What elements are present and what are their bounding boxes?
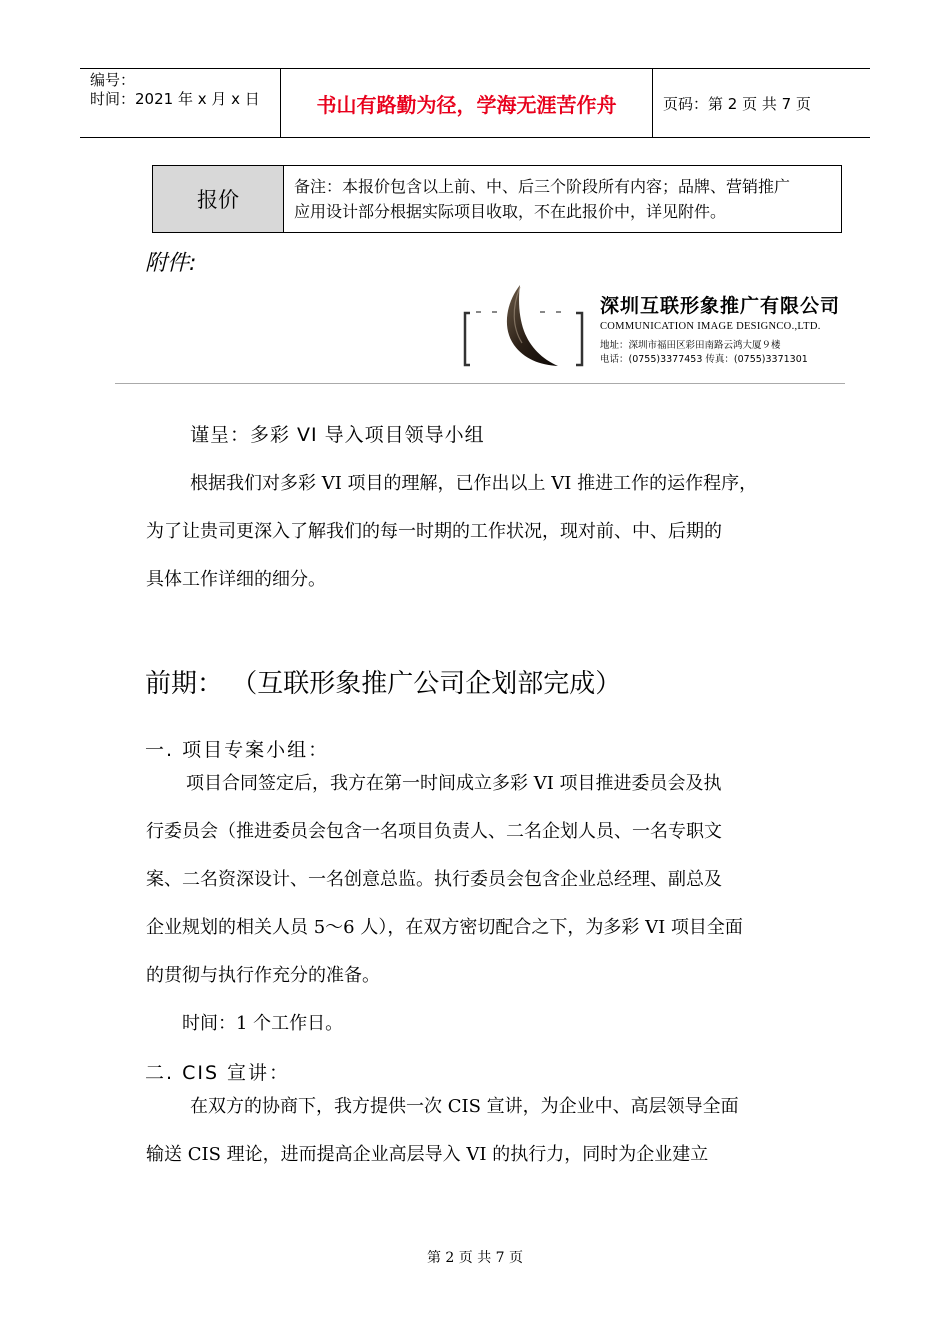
paragraph-line: 行委员会（推进委员会包含一名项目负责人、二名企划人员、一名专职文 (146, 821, 722, 842)
paragraph-line: 具体工作详细的细分。 (146, 569, 326, 590)
company-name-en: COMMUNICATION IMAGE DESIGNCO.,LTD. (600, 321, 821, 332)
header-page-number: 页码：第 2 页 共 7 页 (663, 94, 811, 113)
paragraph-line: 为了让贵司更深入了解我们的每一时期的工作状况，现对前、中、后期的 (146, 521, 722, 542)
quote-note-line: 应用设计部分根据实际项目收取，不在此报价中，详见附件。 (294, 202, 727, 221)
paragraph-line: 输送 CIS 理论，进而提高企业高层导入 VI 的执行力，同时为企业建立 (146, 1144, 709, 1165)
section-title: 一. 项目专案小组： (145, 739, 330, 761)
section-body (146, 1083, 836, 1179)
company-phone: 电话：(0755)3377453 传真：(0755)3371301 (600, 354, 808, 365)
document-number: 编号： (90, 71, 136, 89)
salutation: 谨呈：多彩 VI 导入项目领导小组 (190, 424, 485, 446)
company-logo-icon (462, 283, 592, 368)
company-name-cn: 深圳互联形象推广有限公司 (600, 295, 841, 317)
quote-table (152, 165, 842, 233)
section-title: 二. CIS 宣讲： (145, 1062, 291, 1084)
company-address: 地址：深圳市福田区彩田南路云鸿大厦９楼 (600, 340, 781, 351)
header-motto: 书山有路勤为径，学海无涯苦作舟 (281, 69, 653, 137)
paragraph-line: 的贯彻与执行作充分的准备。 (146, 965, 380, 986)
header-meta (80, 69, 281, 137)
paragraph-line: 在双方的协商下，我方提供一次 CIS 宣讲，为企业中、高层领导全面 (190, 1096, 739, 1117)
section-body (146, 760, 836, 1000)
quote-label: 报价 (153, 166, 284, 232)
paragraph-line: 根据我们对多彩 VI 项目的理解，已作出以上 VI 推进工作的运作程序， (190, 473, 758, 494)
phase-heading: 前期： （互联形象推广公司企划部完成） (145, 669, 622, 699)
paragraph-line: 企业规划的相关人员 5～6 人），在双方密切配合之下，为多彩 VI 项目全面 (146, 917, 743, 938)
section-time: 时间：1 个工作日。 (182, 1013, 344, 1034)
attachment-label: 附件: (145, 251, 197, 276)
document-date: 时间：2021 年 x 月 x 日 (90, 90, 260, 108)
quote-note-line: 备注：本报价包含以上前、中、后三个阶段所有内容；品牌、营销推广 (294, 177, 791, 196)
paragraph-line: 项目合同签定后，我方在第一时间成立多彩 VI 项目推进委员会及执 (186, 773, 722, 794)
paragraph-line: 案、二名资深设计、一名创意总监。执行委员会包含企业总经理、副总及 (146, 869, 722, 890)
intro-paragraph (146, 460, 836, 604)
page-footer: 第 2 页 共 7 页 (426, 1250, 524, 1266)
divider (115, 383, 845, 384)
quote-note (284, 166, 841, 232)
page-header (80, 68, 870, 138)
